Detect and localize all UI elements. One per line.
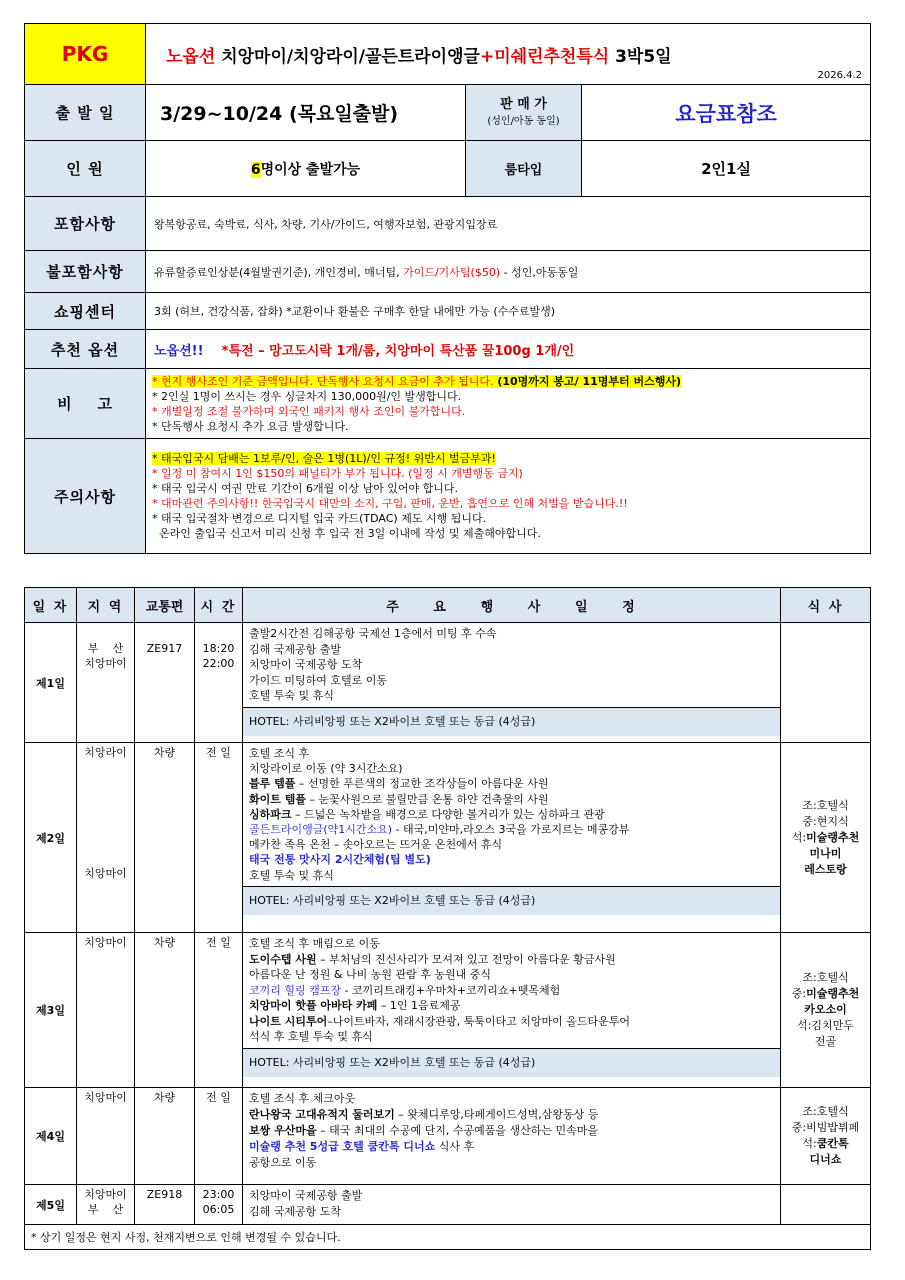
include-label: 포함사항 bbox=[25, 197, 146, 251]
time-cell: 전 일 bbox=[195, 1088, 243, 1185]
schedule-cell: 호텔 조식 후 매림으로 이동 도이수텝 사원 – 부처님의 진신사리가 모셔져 있고 전망이 아름다운 황금사원 아름다운 난 정원 & 나비 농원 관람 후 농원내 중식 코끼리 힐링 캠프장 - 코끼리트래킹+우마차+코끼리쇼+뗏목체험 치앙마이 핫플 아바타 카페 – 1인 1음료제공 나이트 시티투어–나이트바자, 재래시장관광, 툭툭이타고 치앙마이 올드타운투어 석식 후 호텔 투숙 및 휴식 HOTEL: 사리비앙핑 또는 X2바이브 호텔 또는 동급 (4성급) bbox=[243, 933, 781, 1088]
exclude-label: 불포함사항 bbox=[25, 251, 146, 293]
time-cell: 전 일 bbox=[195, 933, 243, 1088]
depart-label: 출 발 일 bbox=[25, 85, 146, 141]
day-label: 제1일 bbox=[25, 623, 77, 743]
people-value: 6명이상 출발가능 bbox=[146, 141, 466, 197]
page-title: 노옵션 치앙마이/치앙라이/골든트라이앵글+미쉐린추천특식 3박5일 2026.4.2 bbox=[146, 24, 871, 85]
header-day: 일 자 bbox=[25, 588, 77, 623]
meal-cell: 조:호텔식 중:미슐랭추천 카오소이 석:김치만두 전골 bbox=[781, 933, 871, 1088]
time-cell: 18:20 22:00 bbox=[195, 623, 243, 743]
header-time: 시 간 bbox=[195, 588, 243, 623]
schedule-cell: 치앙마이 국제공항 출발 김해 국제공항 도착 bbox=[243, 1185, 781, 1225]
meal-cell bbox=[781, 1185, 871, 1225]
table-row bbox=[25, 1185, 871, 1225]
sale-value: 요금표참조 bbox=[582, 85, 871, 141]
issue-date: 2026.4.2 bbox=[817, 70, 863, 81]
transport-cell: ZE918 bbox=[135, 1185, 195, 1225]
transport-cell: 차량 bbox=[135, 1088, 195, 1185]
pkg-badge: PKG bbox=[25, 24, 146, 85]
footnote: * 상기 일정은 현지 사정, 천재지변으로 인해 변경될 수 있습니다. bbox=[25, 1225, 871, 1250]
table-row bbox=[25, 623, 871, 743]
time-cell: 전 일 bbox=[195, 743, 243, 933]
hotel-info: HOTEL: 사리비앙핑 또는 X2바이브 호텔 또는 동급 (4성급) bbox=[243, 707, 780, 736]
meal-cell bbox=[781, 623, 871, 743]
region-cell: 치앙라이 치앙마이 bbox=[77, 743, 135, 933]
room-label: 룸타입 bbox=[466, 141, 582, 197]
day-label: 제3일 bbox=[25, 933, 77, 1088]
itinerary-table bbox=[24, 587, 871, 1250]
people-label: 인 원 bbox=[25, 141, 146, 197]
day-label: 제4일 bbox=[25, 1088, 77, 1185]
time-cell: 23:00 06:05 bbox=[195, 1185, 243, 1225]
exclude-value: 유류할증료인상분(4월발권기준), 개인경비, 매너팁, 가이드/기사팁($50) - 성인,아동동일 bbox=[146, 251, 871, 293]
table-row bbox=[25, 1088, 871, 1185]
hotel-info: HOTEL: 사리비앙핑 또는 X2바이브 호텔 또는 동급 (4성급) bbox=[243, 886, 780, 915]
depart-value: 3/29~10/24 (목요일출발) bbox=[146, 85, 466, 141]
rec-label: 추천 옵션 bbox=[25, 330, 146, 369]
remark-value: * 현지 행사조인 기준 금액입니다. 단독행사 요청시 요금이 추가 됩니다. (10명까지 봉고/ 11명부터 버스행사) * 2인실 1명이 쓰시는 경우 싱글차지 130,000원/인 발생합니다. * 개별일정 조절 불가하며 외국인 패키지 행사 조인이 불가합니다. * 단독행사 요청시 추가 요금 발생합니다. bbox=[146, 369, 871, 439]
region-cell: 치앙마이 bbox=[77, 933, 135, 1088]
shop-value: 3회 (허브, 건강식품, 잡화) *교환이나 환불은 구매후 한달 내에만 가능 (수수료발생) bbox=[146, 293, 871, 330]
rec-value: 노옵션!! *특전 – 망고도시락 1개/룸, 치앙마이 특산품 꿀100g 1개/인 bbox=[146, 330, 871, 369]
caution-value: * 태국입국시 담배는 1보루/인, 술은 1병(1L)/인 규정! 위반시 벌금부과! * 일정 미 참여시 1인 $150의 패널티가 부가 됩니다. (일정 시 개별행동 금지) * 태국 입국시 여권 만료 기간이 6개월 이상 남아 있어야 합니다. * 대마관련 주의사항!! 한국입국시 대만의 소지, 구입, 판매, 운반, 흡연으로 인해 처벌을 받습니다.!! * 태국 입국절차 변경으로 디지털 입국 카드(TDAC) 제도 시행 됩니다. 온라인 출입국 신고서 미리 신청 후 입국 전 3일 이내에 작성 및 제출해야합니다. bbox=[146, 439, 871, 554]
include-value: 왕복항공료, 숙박료, 식사, 차량, 기사/가이드, 여행자보험, 관광지입장료 bbox=[146, 197, 871, 251]
region-cell: 치앙마이 bbox=[77, 1088, 135, 1185]
room-value: 2인1실 bbox=[582, 141, 871, 197]
header-transport: 교통편 bbox=[135, 588, 195, 623]
schedule-cell: 호텔 조식 후 체크아웃 란나왕국 고대유적지 둘러보기 – 왓체디루앙,타페게이드성벽,삼왕동상 등 보쌍 우산마을 – 태국 최대의 수공예 단지, 수공예품을 생산하는 민속마을 미슐랭 추천 5성급 호텔 쿰칸톡 디너쇼 식사 후 공항으로 이동 bbox=[243, 1088, 781, 1185]
hotel-info: HOTEL: 사리비앙핑 또는 X2바이브 호텔 또는 동급 (4성급) bbox=[243, 1048, 780, 1077]
header-region: 지 역 bbox=[77, 588, 135, 623]
schedule-cell: 호텔 조식 후 치앙라이로 이동 (약 3시간소요) 블루 템플 – 선명한 푸른색의 정교한 조각상들이 아름다운 사원 화이트 템플 – 눈꽃사원으로 불릴만큼 온통 하얀 건축물의 사원 싱하파크 – 드넓은 녹차밭을 배경으로 다양한 볼거리가 있는 싱하파크 관광 골든트라이앵글(약1시간소요) - 태국,미얀마,라오스 3국을 가로지르는 메콩강뷰 메카찬 족욕 온천 – 솟아오르는 뜨거운 온천에서 휴식 태국 전통 맛사지 2시간체험(팁 별도) 호텔 투숙 및 휴식 HOTEL: 사리비앙핑 또는 X2바이브 호텔 또는 동급 (4성급) bbox=[243, 743, 781, 933]
day-label: 제2일 bbox=[25, 743, 77, 933]
shop-label: 쇼핑센터 bbox=[25, 293, 146, 330]
caution-label: 주의사항 bbox=[25, 439, 146, 554]
sale-label: 판 매 가 (성인/아동 동일) bbox=[466, 85, 582, 141]
schedule-cell: 출발2시간전 김해공항 국제선 1층에서 미팅 후 수속 김해 국제공항 출발 치앙마이 국제공항 도착 가이드 미팅하여 호텔로 이동 호텔 투숙 및 휴식 HOTEL: 사리비앙핑 또는 X2바이브 호텔 또는 동급 (4성급) bbox=[243, 623, 781, 743]
header-meal: 식 사 bbox=[781, 588, 871, 623]
transport-cell: 차량 bbox=[135, 933, 195, 1088]
region-cell: 부 산 치앙마이 bbox=[77, 623, 135, 743]
package-info-table bbox=[24, 23, 871, 554]
meal-cell: 조:호텔식 중:현지식 석:미슐랭추천 미나미 레스토랑 bbox=[781, 743, 871, 933]
transport-cell: 차량 bbox=[135, 743, 195, 933]
table-row bbox=[25, 933, 871, 1088]
transport-cell: ZE917 bbox=[135, 623, 195, 743]
meal-cell: 조:호텔식 중:비빔밥뷔페 석:쿰칸톡 디너쇼 bbox=[781, 1088, 871, 1185]
table-row bbox=[25, 743, 871, 933]
day-label: 제5일 bbox=[25, 1185, 77, 1225]
header-schedule: 주 요 행 사 일 정 bbox=[243, 588, 781, 623]
remark-label: 비 고 bbox=[25, 369, 146, 439]
region-cell: 치앙마이 부 산 bbox=[77, 1185, 135, 1225]
